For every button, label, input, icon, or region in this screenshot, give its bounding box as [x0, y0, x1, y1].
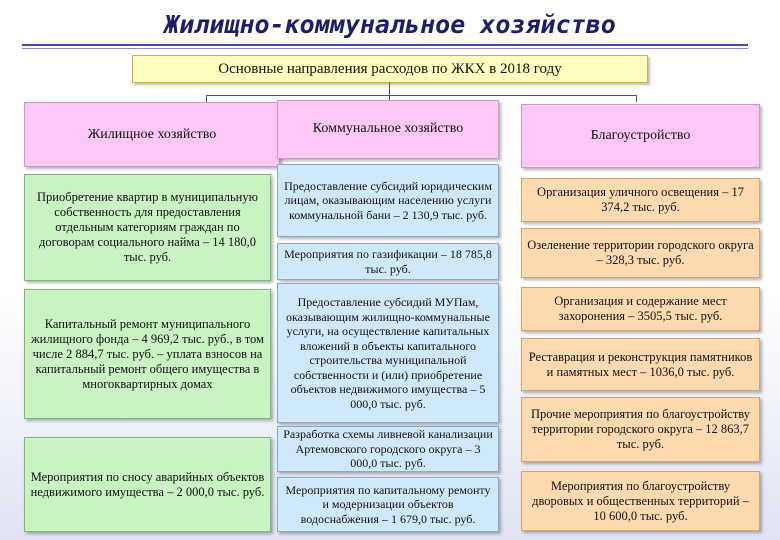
diagram-header: Основные направления расходов по ЖКХ в 2018 году	[132, 55, 648, 83]
communal-item: Мероприятия по газификации – 18 785,8 тыс. руб.	[277, 243, 499, 280]
category-landscaping: Благоустройство	[521, 104, 760, 168]
title-underline	[22, 44, 748, 46]
landscaping-item: Мероприятия по благоустройству дворовых и общественных территорий – 10 600,0 тыс. руб.	[521, 471, 760, 531]
connector-line	[206, 95, 636, 96]
category-communal: Коммунальное хозяйство	[277, 100, 499, 159]
housing-item: Мероприятия по сносу аварийных объектов недвижимого имущества – 2 000,0 тыс. руб.	[24, 437, 271, 532]
communal-item: Разработка схемы ливневой канализации Артемовского городского округа – 3 000,0 тыс. руб.	[277, 426, 499, 472]
category-housing: Жилищное хозяйство	[24, 102, 280, 167]
connector-line	[206, 95, 207, 102]
communal-item: Предоставление субсидий юридическим лицам, оказывающим населению услуги коммунальной бани – 2 130,9 тыс. руб.	[277, 164, 499, 237]
housing-item: Приобретение квартир в муниципальную собственность для предоставления отдельным категориям граждан по договорам социального найма – 14 180,0 тыс. руб.	[24, 174, 271, 281]
housing-item: Капитальный ремонт муниципального жилищного фонда – 4 969,2 тыс. руб., в том числе 2 884,7 тыс. руб. – уплата взносов на капитальный ремонт общего имущества в многоквартирных домах	[24, 289, 271, 419]
landscaping-item: Организация уличного освещения – 17 374,2 тыс. руб.	[521, 178, 760, 222]
connector-line	[389, 83, 390, 95]
landscaping-item: Прочие мероприятия по благоустройству территории городского округа – 12 863,7 тыс. руб.	[521, 397, 760, 462]
landscaping-item: Организация и содержание мест захоронения – 3505,5 тыс. руб.	[521, 287, 760, 331]
communal-item: Мероприятия по капитальному ремонту и модернизации объектов водоснабжения – 1 679,0 тыс. руб.	[277, 477, 499, 532]
communal-item: Предоставление субсидий МУПам, оказывающим жилищно-коммунальные услуги, на осуществление капитальных вложений в объекты капитального строительства муниципальной собственности и (или) приобретение объектов недвижимого имущества – 5 000,0 тыс. руб.	[277, 283, 499, 423]
title-underline-thin	[22, 48, 748, 49]
connector-line	[636, 95, 637, 102]
page-title: Жилищно-коммунальное хозяйство	[164, 10, 616, 39]
landscaping-item: Реставрация и реконструкция памятников и памятных мест – 1036,0 тыс. руб.	[521, 338, 760, 391]
landscaping-item: Озеленение территории городского округа – 328,3 тыс. руб.	[521, 228, 760, 278]
